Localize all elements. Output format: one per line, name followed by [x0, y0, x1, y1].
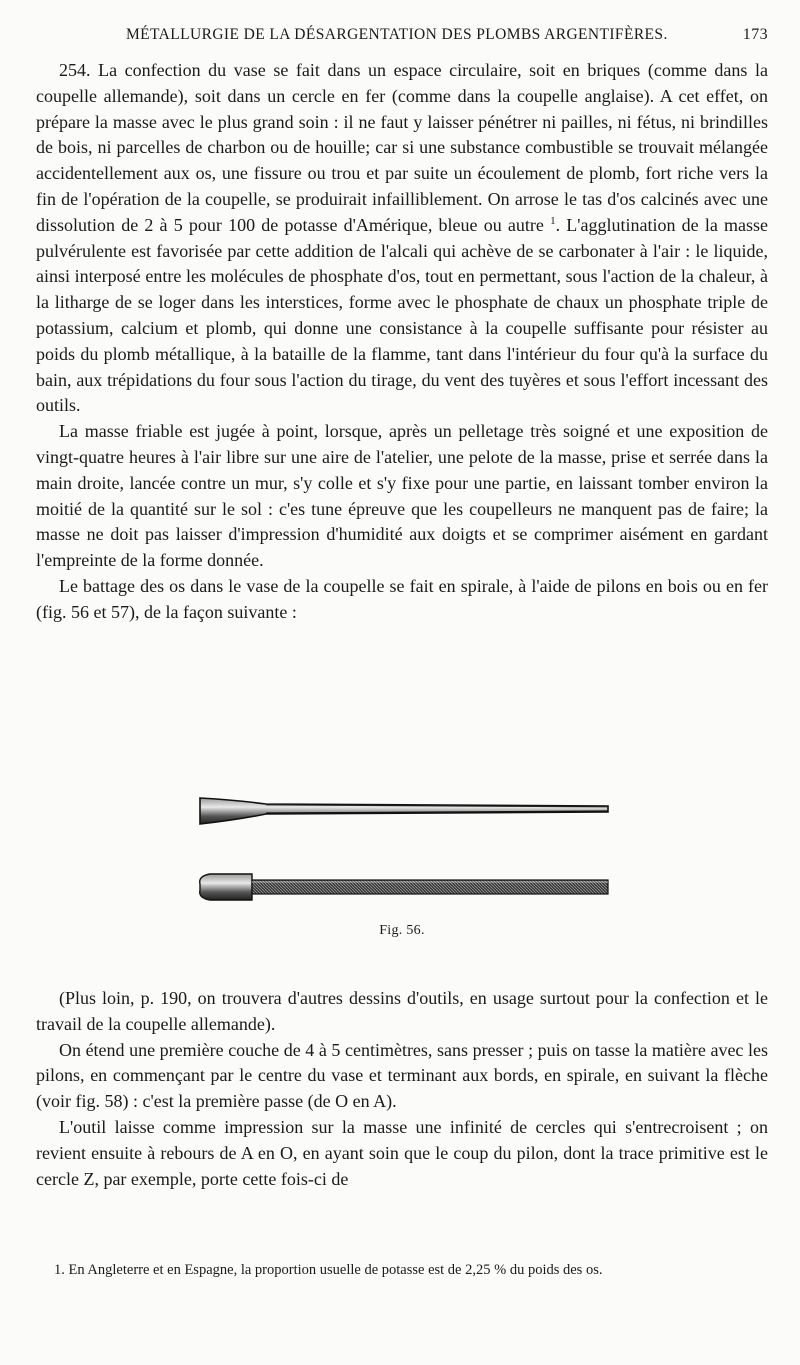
- running-header: [36, 26, 768, 48]
- footnote-marker: 1: [550, 214, 556, 227]
- paragraph-battage: Le battage des os dans le vase de la coupelle se fait en spirale, à l'aide de pilons en bois ou en fer (fig. 56 et 57), de la façon suivante :: [36, 575, 768, 622]
- running-title: MÉTALLURGIE DE LA DÉSARGENTATION DES PLOMBS ARGENTIFÈRES.: [126, 26, 668, 43]
- body-text-lower: [36, 986, 768, 1192]
- figure-56: [36, 790, 768, 955]
- wooden-pestle: [200, 798, 608, 824]
- footnote: [36, 1261, 768, 1280]
- body-text-upper: [36, 58, 768, 626]
- figure-caption: Fig. 56.: [379, 923, 425, 938]
- paragraph-outil: L'outil laisse comme impression sur la masse une infinité de cercles qui s'entrecroisent ; on revient ensuite à rebours de A en O, en ayant soin que le coup du pilon, dont la trace primitive est le cercle Z, par exemple, porte cette fois-ci de: [36, 1116, 768, 1189]
- footnote-text: En Angleterre et en Espagne, la proportion usuelle de potasse est de 2,25 % du poids des os.: [68, 1262, 603, 1278]
- paragraph-254: [36, 58, 768, 419]
- paragraph-plus-loin: (Plus loin, p. 190, on trouvera d'autres dessins d'outils, en usage surtout pour la confection et le travail de la coupelle allemande).: [36, 988, 768, 1034]
- paragraph-254-continuation: . L'agglutination de la masse pulvérulente est favorisée par cette addition de l'alcali qui achève de se carbonater à l'air : le liquide, ainsi interposé entre les molécules de phosphate d'os, tout en permettant, sous l'action de la chaleur, à la litharge de se loger dans les interstices, forme avec le phosphate de chaux un phosphate triple de potassium, calcium et plomb, qui donne une consistance à la coupelle suffisante pour résister au poids du plomb métallique, à la bataille de la flamme, tant dans l'intérieur du four qu'à la surface du bain, aux trépidations du four sous l'action du tirage, du vent des tuyères et sous l'effort incessant des outils.: [36, 214, 768, 416]
- pestle-illustration: [196, 790, 616, 910]
- page-number: 173: [742, 26, 768, 43]
- paragraph-masse-friable: La masse friable est jugée à point, lorsque, après un pelletage très soigné et une exposition de vingt-quatre heures à l'air libre sur une aire de l'atelier, une pelote de la masse, prise et serrée dans la main droite, lancée contre un mur, s'y colle et s'y fixe pour une partie, en laissant tomber environ la moitié de la quantité sur le sol : c'es tune épreuve que les coupelleurs ne manquent pas de faire; la masse ne doit pas laisser d'impression d'humidité aux doigts et se comprimer aisément en gardant l'empreinte de la forme donnée.: [36, 421, 768, 571]
- iron-pestle: [200, 874, 608, 900]
- footnote-number: 1.: [54, 1262, 65, 1278]
- paragraph-254-text: 254. La confection du vase se fait dans un espace circulaire, soit en briques (comme dans la coupelle allemande), soit dans un cercle en fer (comme dans la coupelle anglaise). A cet effet, on prépare la masse avec le plus grand soin : il ne faut y laisser pénétrer ni pailles, ni fétus, ni brindilles de bois, ni parcelles de charbon ou de houille; car si une substance combustible se trouvait mélangée accidentellement aux os, une fissure ou trou et par suite un écoulement de plomb, fort riche vers la fin de l'opération de la coupelle, se produirait infailliblement. On arrose le tas d'os calcinés avec une dissolution de 2 à 5 pour 100 de potasse d'Amérique, bleue ou autre: [36, 60, 768, 235]
- paragraph-premiere-couche: On étend une première couche de 4 à 5 centimètres, sans presser ; puis on tasse la matière avec les pilons, en commençant par le centre du vase et terminant aux bords, en spirale, en suivant la flèche (voir fig. 58) : c'est la première passe (de O en A).: [36, 1039, 768, 1112]
